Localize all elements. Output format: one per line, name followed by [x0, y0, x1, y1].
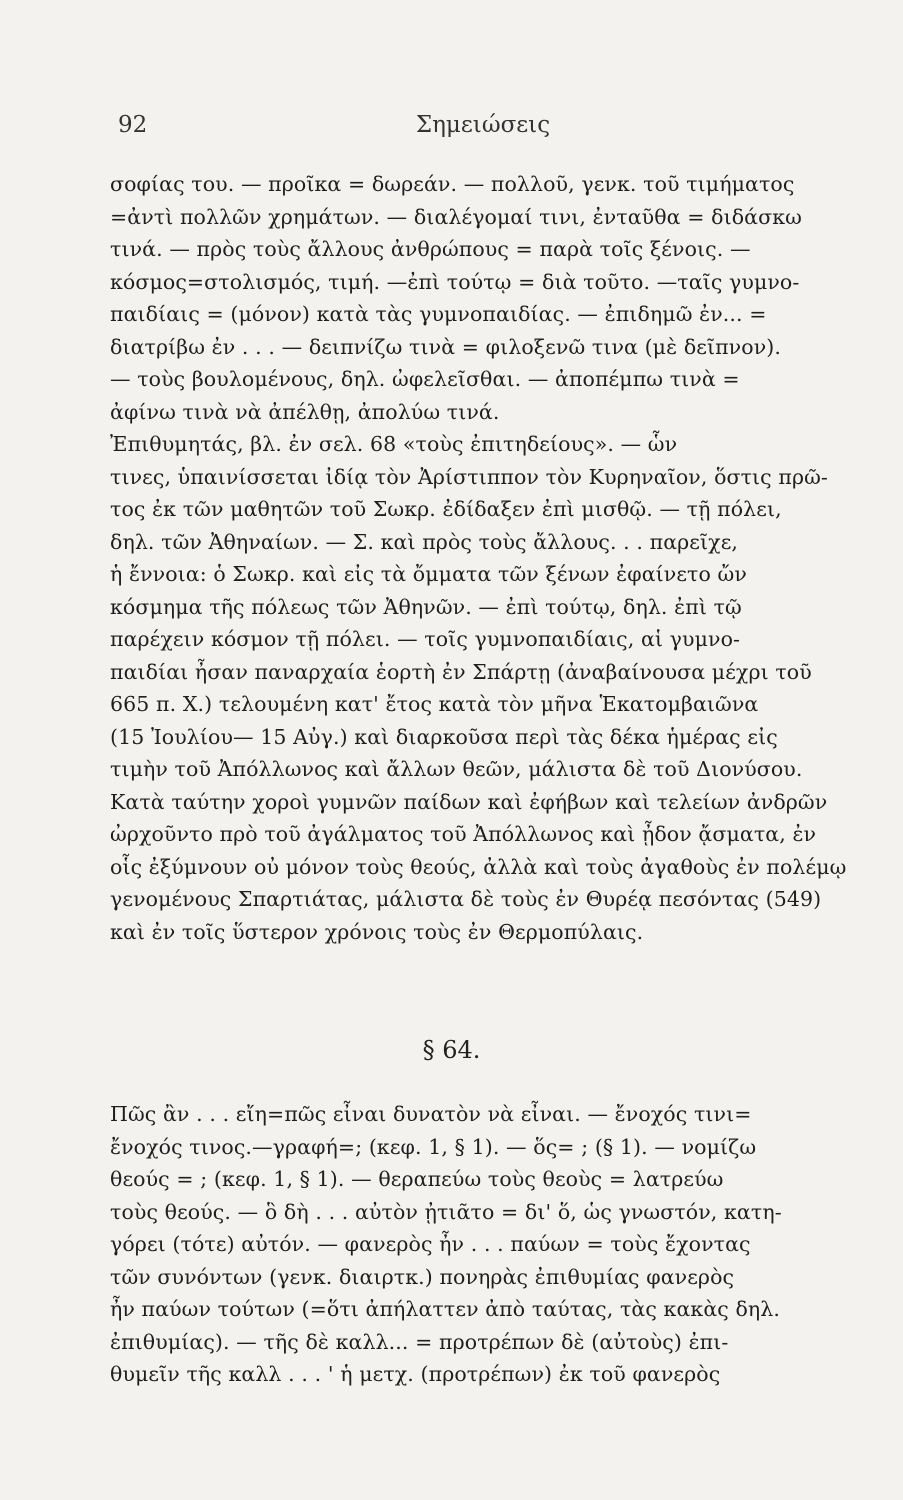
text-line: τινες, ὑπαινίσσεται ἰδίᾳ τὸν Ἀρίστιππον τὸν Κυρηναῖον, ὅστις πρῶ- [110, 464, 828, 489]
text-line: ἦν παύων τούτων (=ὅτι ἀπήλαττεν ἀπὸ ταύτας, τὰς κακὰς δηλ. [110, 1297, 780, 1321]
running-title: Σημειώσεις [415, 112, 551, 138]
text-line: θεούς = ; (κεφ. 1, § 1). — θεραπεύω τοὺς θεοὺς = λατρεύω [110, 1167, 724, 1191]
text-line: τοὺς θεούς. — ὃ δὴ . . . αὐτὸν ᾐτιᾶτο = δι' ὅ, ὡς γνωστόν, κατη- [110, 1199, 782, 1224]
text-line: σοφίας του. — προῖκα = δωρεάν. — πολλοῦ, γενκ. τοῦ τιμήματος [110, 172, 795, 196]
page-header [118, 112, 848, 142]
text-line: τιμὴν τοῦ Ἀπόλλωνος καὶ ἄλλων θεῶν, μάλιστα δὲ τοῦ Διονύσου. [110, 757, 803, 781]
text-line: παιδίαι ἦσαν παναρχαία ἑορτὴ ἐν Σπάρτῃ (ἀναβαίνουσα μέχρι τοῦ [110, 659, 812, 684]
text-line: =ἀντὶ πολλῶν χρημάτων. — διαλέγομαί τινι, ἐνταῦθα = διδάσκω [110, 204, 802, 229]
text-line: (15 Ἰουλίου— 15 Αὐγ.) καὶ διαρκοῦσα περὶ τὰς δέκα ἡμέρας εἰς [110, 724, 778, 749]
notes-text [110, 168, 850, 948]
text-line: Ἐπιθυμητάς, βλ. ἐν σελ. 68 «τοὺς ἐπιτηδείους». — ὧν [110, 432, 678, 456]
text-line: — τοὺς βουλομένους, δηλ. ὠφελεῖσθαι. — ἀποπέμπω τινὰ = [110, 367, 740, 391]
text-line: 665 π. Χ.) τελουμένη κατ' ἔτος κατὰ τὸν μῆνα Ἑκατομβαιῶνα [110, 692, 759, 716]
text-line: ἀφίνω τινὰ νὰ ἀπέλθῃ, ἀπολύω τινά. [110, 399, 500, 424]
text-line: γενομένους Σπαρτιάτας, μάλιστα δὲ τοὺς ἐν Θυρέᾳ πεσόντας (549) [110, 887, 822, 911]
section-heading: § 64. [422, 1036, 481, 1064]
text-line: κόσμημα τῆς πόλεως τῶν Ἀθηνῶν. — ἐπὶ τούτῳ, δηλ. ἐπὶ τῷ [110, 594, 742, 619]
text-line: οἷς ἐξύμνουν οὐ μόνον τοὺς θεούς, ἀλλὰ καὶ τοὺς ἀγαθοὺς ἐν πολέμῳ [110, 854, 847, 879]
text-line: παιδίαις = (μόνον) κατὰ τὰς γυμνοπαιδίας. — ἐπιδημῶ ἐν... = [110, 302, 767, 326]
text-line: τος ἐκ τῶν μαθητῶν τοῦ Σωκρ. ἐδίδαξεν ἐπὶ μισθῷ. — τῇ πόλει, [110, 497, 782, 521]
text-line: τῶν συνόντων (γενκ. διαιρτκ.) πονηρὰς ἐπιθυμίας φανερὸς [110, 1264, 735, 1289]
text-line: τινά. — πρὸς τοὺς ἄλλους ἀνθρώπους = παρὰ τοῖς ξένοις. — [110, 237, 751, 261]
text-line: ἔνοχός τινος.—γραφή=; (κεφ. 1, § 1). — ὅς= ; (§ 1). — νομίζω [110, 1134, 757, 1159]
page-number: 92 [118, 112, 148, 138]
text-line: ἐπιθυμίας). — τῆς δὲ καλλ... = προτρέπων δὲ (αὐτοὺς) ἐπι- [110, 1329, 729, 1354]
section-text [110, 1098, 850, 1391]
text-line: διατρίβω ἐν . . . — δειπνίζω τινὰ = φιλοξενῶ τινα (μὲ δεῖπνον). [110, 334, 781, 359]
text-line: δηλ. τῶν Ἀθηναίων. — Σ. καὶ πρὸς τοὺς ἄλλους. . . παρεῖχε, [110, 529, 739, 554]
text-line: ὠρχοῦντο πρὸ τοῦ ἀγάλματος τοῦ Ἀπόλλωνος καὶ ᾖδον ᾄσματα, ἐν [110, 822, 817, 846]
text-line: Κατὰ ταύτην χοροὶ γυμνῶν παίδων καὶ ἐφήβων καὶ τελείων ἀνδρῶν [110, 789, 828, 814]
text-line: θυμεῖν τῆς καλλ . . . ' ἡ μετχ. (προτρέπων) ἐκ τοῦ φανερὸς [110, 1362, 721, 1386]
text-line: παρέχειν κόσμον τῇ πόλει. — τοῖς γυμνοπαιδίαις, αἱ γυμνο- [110, 627, 741, 651]
text-line: γόρει (τότε) αὐτόν. — φανερὸς ἦν . . . παύων = τοὺς ἔχοντας [110, 1232, 751, 1256]
text-line: καὶ ἐν τοῖς ὕστερον χρόνοις τοὺς ἐν Θερμοπύλαις. [110, 919, 644, 944]
text-line: ἡ ἔννοια: ὁ Σωκρ. καὶ εἰς τὰ ὄμματα τῶν ξένων ἐφαίνετο ὤν [110, 562, 747, 586]
text-line: Πῶς ἂν . . . εἴη=πῶς εἶναι δυνατὸν νὰ εἶναι. — ἔνοχός τινι= [110, 1102, 752, 1126]
text-line: κόσμος=στολισμός, τιμή. —ἐπὶ τούτῳ = διὰ τοῦτο. —ταῖς γυμνο- [110, 269, 800, 294]
